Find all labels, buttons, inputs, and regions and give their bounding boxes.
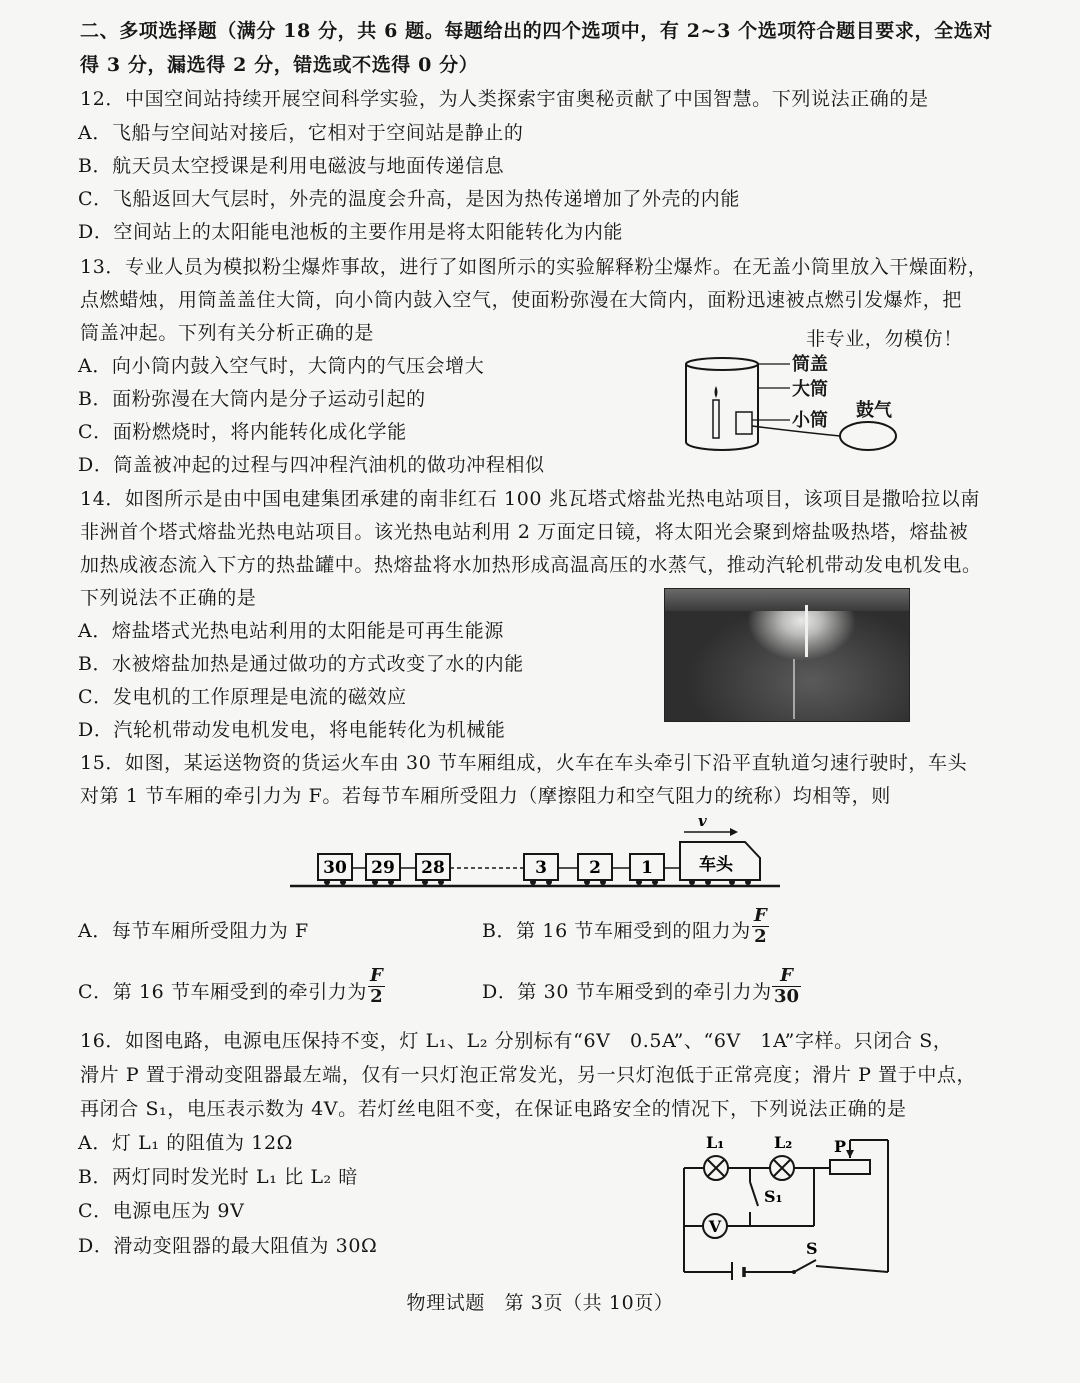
label-small-cylinder: 小筒 <box>792 410 828 431</box>
q15-option-c: C．第 16 节车厢受到的牵引力为 <box>78 981 367 1003</box>
lid <box>686 358 758 370</box>
label-s: S <box>806 1239 818 1258</box>
q13-option-b: B．面粉弥漫在大筒内是分子运动引起的 <box>78 388 426 410</box>
candle <box>713 400 719 438</box>
car-30 <box>318 854 352 885</box>
label-l1: L₁ <box>706 1133 725 1152</box>
q14-stem-line3: 加热成液态流入下方的热盐罐中。热熔盐将水加热形成高温高压的水蒸气，推动汽轮机带动发电机发电。 <box>80 554 982 576</box>
car-label: 28 <box>421 858 445 878</box>
q15-d-fraction <box>772 966 801 1007</box>
numerator: F <box>754 905 767 926</box>
car-1 <box>630 854 664 885</box>
page-footer: 物理试题 第 3页（共 10页） <box>406 1292 674 1314</box>
q12-option-b: B．航天员太空授课是利用电磁波与地面传递信息 <box>78 155 505 177</box>
q16-stem-line3: 再闭合 S₁，电压表示数为 4V。若灯丝电阻不变，在保证电路安全的情况下，下列说法正确的是 <box>80 1098 907 1120</box>
car-2 <box>578 854 612 885</box>
circuit-figure <box>670 1128 900 1280</box>
car-label: 1 <box>641 858 653 878</box>
q13-stem-line1: 13．专业人员为模拟粉尘爆炸事故，进行了如图所示的实验解释粉尘爆炸。在无盖小筒里放入干燥面粉， <box>80 256 988 278</box>
section-header-line1: 二、多项选择题（满分 18 分，共 6 题。每题给出的四个选项中，有 2~3 个选项符合题目要求，全选对 <box>80 20 993 42</box>
car-label: 30 <box>323 858 347 878</box>
q16-option-c: C．电源电压为 9V <box>78 1200 245 1222</box>
q15-b-fraction <box>752 906 769 947</box>
q13-option-d: D．筒盖被冲起的过程与四冲程汽油机的做功冲程相似 <box>78 454 545 476</box>
q14-stem-line1: 14．如图所示是由中国电建集团承建的南非红石 100 兆瓦塔式熔盐光热电站项目，该项目是撒哈拉以南 <box>80 488 980 510</box>
voltmeter-label: V <box>708 1217 722 1236</box>
denominator: 2 <box>370 986 383 1007</box>
q15-c-fraction <box>368 966 385 1007</box>
q15-option-b: B．第 16 节车厢受到的阻力为 <box>482 920 751 942</box>
engine-label: 车头 <box>699 855 733 875</box>
label-lid: 筒盖 <box>792 354 828 375</box>
q16-stem-line1: 16．如图电路，电源电压保持不变，灯 L₁、L₂ 分别标有“6V 0.5A”、“6V 1A”字样。只闭合 S， <box>80 1030 953 1052</box>
q13-warning: 非专业，勿模仿！ <box>806 328 963 350</box>
solar-plant-photo <box>664 588 910 722</box>
q15-stem-line2: 对第 1 节车厢的牵引力为 F。若每节车厢所受阻力（摩擦阻力和空气阻力的统称）均相等，则 <box>80 785 891 807</box>
q15-option-a: A．每节车厢所受阻力为 F <box>78 920 309 942</box>
photo-road <box>793 659 795 719</box>
engine <box>680 842 760 885</box>
q14-stem-line2: 非洲首个塔式熔盐光热电站项目。该光热电站利用 2 万面定日镜，将太阳光会聚到熔盐吸热塔，熔盐被 <box>80 521 969 543</box>
q16-stem-line2: 滑片 P 置于滑动变阻器最左端，仅有一只灯泡正常发光，另一只灯泡低于正常亮度；滑片 P 置于中点， <box>80 1064 977 1086</box>
label-l2: L₂ <box>774 1133 793 1152</box>
q14-option-d: D．汽轮机带动发电机发电，将电能转化为机械能 <box>78 719 506 741</box>
q14-stem-line4: 下列说法不正确的是 <box>80 587 257 609</box>
numerator: F <box>370 965 383 986</box>
label-big-cylinder: 大筒 <box>792 379 828 400</box>
car-29 <box>366 854 400 885</box>
car-label: 3 <box>535 858 547 878</box>
q14-option-a: A．熔盐塔式光热电站利用的太阳能是可再生能源 <box>78 620 504 642</box>
velocity-label: v <box>698 812 707 830</box>
solar-tower <box>805 605 808 657</box>
denominator: 30 <box>774 986 800 1007</box>
q13-stem-line2: 点燃蜡烛，用筒盖盖住大筒，向小筒内鼓入空气，使面粉弥漫在大筒内，面粉迅速被点燃引发爆炸，把 <box>80 289 963 311</box>
car-label: 2 <box>589 858 601 878</box>
q14-option-b: B．水被熔盐加热是通过做功的方式改变了水的内能 <box>78 653 524 675</box>
voltmeter <box>703 1214 727 1238</box>
q13-option-a: A．向小筒内鼓入空气时，大筒内的气压会增大 <box>78 355 485 377</box>
velocity-arrow <box>684 812 738 836</box>
train-figure <box>290 812 790 892</box>
q12-option-d: D．空间站上的太阳能电池板的主要作用是将太阳能转化为内能 <box>78 221 624 243</box>
q13-stem-line3: 筒盖冲起。下列有关分析正确的是 <box>80 322 375 344</box>
car-label: 29 <box>371 858 395 878</box>
label-s1: S₁ <box>764 1187 783 1206</box>
label-p: P <box>834 1137 847 1156</box>
q15-stem-line1: 15．如图，某运送物资的货运火车由 30 节车厢组成，火车在车头牵引下沿平直轨道匀速行驶时，车头 <box>80 752 968 774</box>
q13-option-c: C．面粉燃烧时，将内能转化成化学能 <box>78 421 407 443</box>
lamp-l1 <box>704 1156 728 1180</box>
car-28 <box>416 854 450 885</box>
dust-explosion-figure <box>680 350 910 460</box>
q12-stem: 12．中国空间站持续开展空间科学实验，为人类探索宇宙奥秘贡献了中国智慧。下列说法正确的是 <box>80 88 929 110</box>
q16-option-b: B．两灯同时发光时 L₁ 比 L₂ 暗 <box>78 1166 358 1188</box>
car-3 <box>524 854 558 885</box>
lamp-l2 <box>770 1156 794 1180</box>
numerator: F <box>780 965 793 986</box>
air-pump-bulb <box>840 422 896 450</box>
denominator: 2 <box>754 926 767 947</box>
label-pump: 鼓气 <box>856 400 892 421</box>
q14-option-c: C．发电机的工作原理是电流的磁效应 <box>78 686 407 708</box>
q16-option-a: A．灯 L₁ 的阻值为 12Ω <box>78 1132 294 1154</box>
q12-option-c: C．飞船返回大气层时，外壳的温度会升高，是因为热传递增加了外壳的内能 <box>78 188 740 210</box>
q12-option-a: A．飞船与空间站对接后，它相对于空间站是静止的 <box>78 122 524 144</box>
small-cup <box>736 412 752 434</box>
section-header-line2: 得 3 分，漏选得 2 分，错选或不选得 0 分） <box>80 54 479 76</box>
q16-option-d: D．滑动变阻器的最大阻值为 30Ω <box>78 1235 378 1257</box>
q15-option-d: D．第 30 节车厢受到的牵引力为 <box>482 981 772 1003</box>
